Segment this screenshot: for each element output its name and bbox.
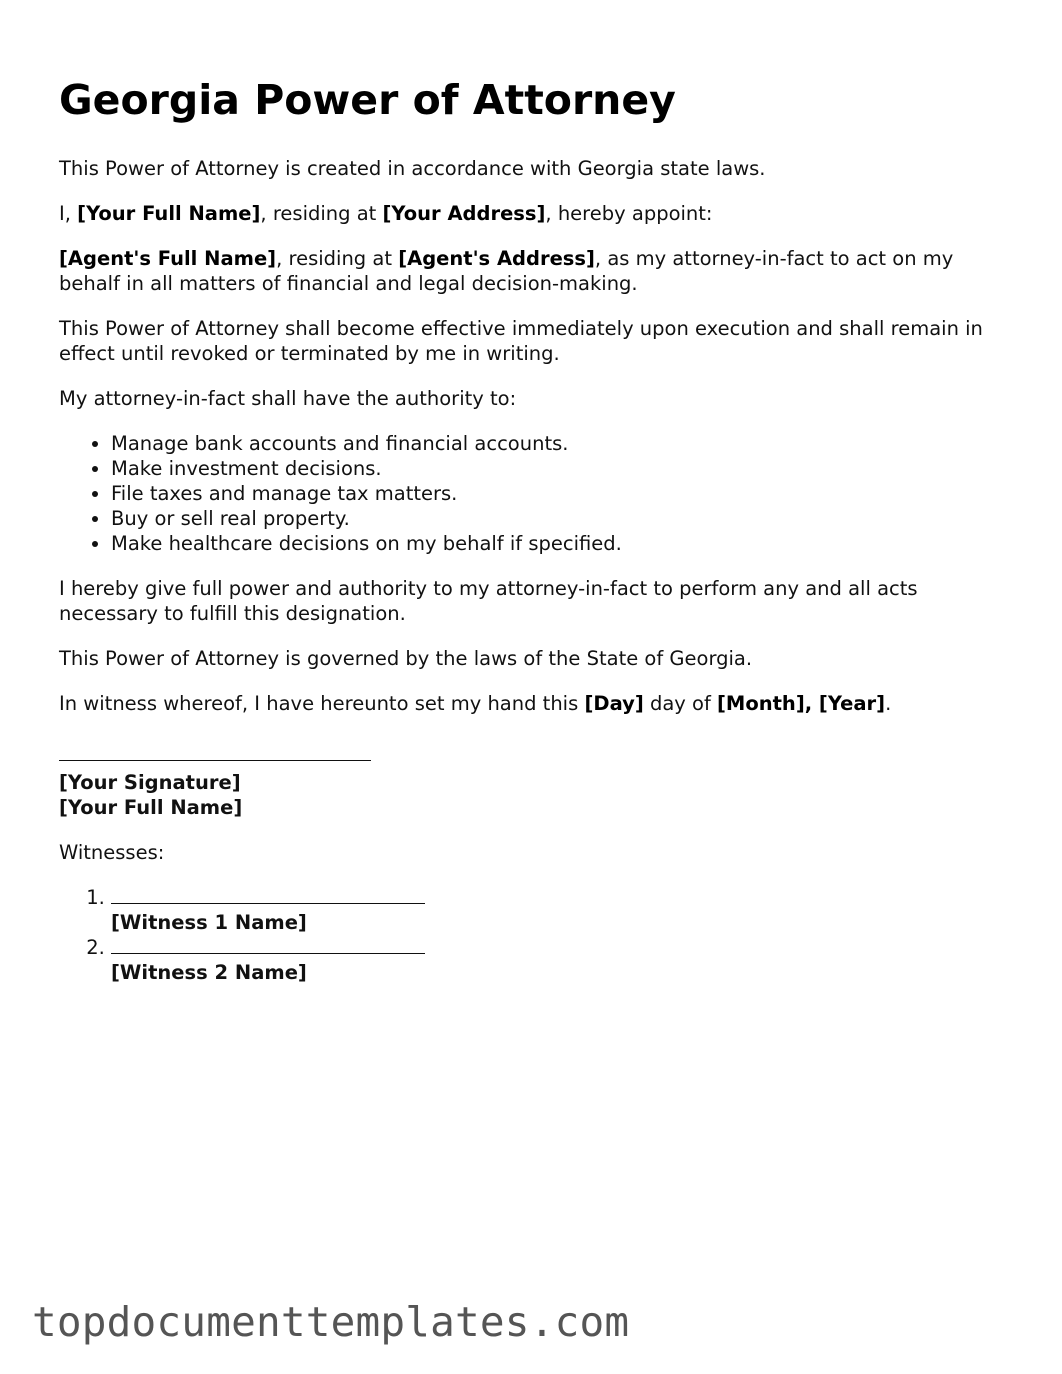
principal-name-placeholder: [Your Full Name] bbox=[77, 202, 261, 225]
witness-name-label: 1. [Witness 1 Name] bbox=[111, 911, 307, 934]
witnesses-label: Witnesses: bbox=[59, 841, 165, 864]
agent-name-placeholder: [Agent's Full Name] bbox=[59, 247, 277, 270]
appoint-suffix: , hereby appoint: bbox=[545, 202, 713, 225]
watermark: topdocumenttemplates.com bbox=[32, 1298, 630, 1346]
list-item: • Manage bank accounts and financial accounts. bbox=[111, 431, 1009, 456]
witness-name-label: 2. [Witness 2 Name] bbox=[111, 961, 307, 984]
month-year-placeholder: [Month], [Year] bbox=[717, 692, 886, 715]
witness-clause bbox=[59, 691, 1009, 716]
appoint-mid: , residing at bbox=[260, 202, 383, 225]
effective-paragraph: This Power of Attorney shall become effective immediately upon execution and shall remain in effect until revoked or terminated by me in writing. bbox=[59, 317, 983, 365]
list-item bbox=[111, 885, 1009, 935]
powers-list bbox=[59, 431, 1009, 556]
list-item: • File taxes and manage tax matters. bbox=[111, 481, 1009, 506]
intro-paragraph: This Power of Attorney is created in accordance with Georgia state laws. bbox=[59, 157, 766, 180]
witness-signature-line[interactable] bbox=[111, 935, 425, 954]
list-item: • Make healthcare decisions on my behalf if specified. bbox=[111, 531, 1009, 556]
list-item: • Make investment decisions. bbox=[111, 456, 1009, 481]
day-placeholder: [Day] bbox=[584, 692, 644, 715]
document-page bbox=[59, 70, 1009, 985]
witness-clause-mid: day of bbox=[643, 692, 718, 715]
list-item bbox=[111, 935, 1009, 985]
list-item: • Buy or sell real property. bbox=[111, 506, 1009, 531]
witness-clause-suffix: . bbox=[885, 692, 892, 715]
witness-clause-prefix: In witness whereof, I have hereunto set my hand this bbox=[59, 692, 585, 715]
signer-name-label: [Your Full Name] bbox=[59, 796, 243, 819]
appointment-paragraph bbox=[59, 201, 1009, 226]
agent-paragraph bbox=[59, 246, 1009, 296]
agent-mid: , residing at bbox=[276, 247, 399, 270]
full-power-paragraph: I hereby give full power and authority to my attorney-in-fact to perform any and all acts necessary to fulfill this designation. bbox=[59, 577, 918, 625]
witnesses-list bbox=[59, 885, 1009, 985]
appoint-prefix: I, bbox=[59, 202, 78, 225]
signature-line[interactable] bbox=[59, 746, 371, 761]
signature-block bbox=[59, 746, 1009, 820]
agent-suffix: , as my attorney-in-fact to act on my behalf in all matters of financial and legal decision-making. bbox=[59, 247, 954, 295]
principal-address-placeholder: [Your Address] bbox=[382, 202, 546, 225]
authority-intro: My attorney-in-fact shall have the authority to: bbox=[59, 387, 517, 410]
signature-label: [Your Signature] bbox=[59, 771, 241, 794]
governing-law-paragraph: This Power of Attorney is governed by the laws of the State of Georgia. bbox=[59, 647, 753, 670]
witness-signature-line[interactable] bbox=[111, 885, 425, 904]
document-title: Georgia Power of Attorney bbox=[59, 76, 676, 124]
agent-address-placeholder: [Agent's Address] bbox=[398, 247, 595, 270]
